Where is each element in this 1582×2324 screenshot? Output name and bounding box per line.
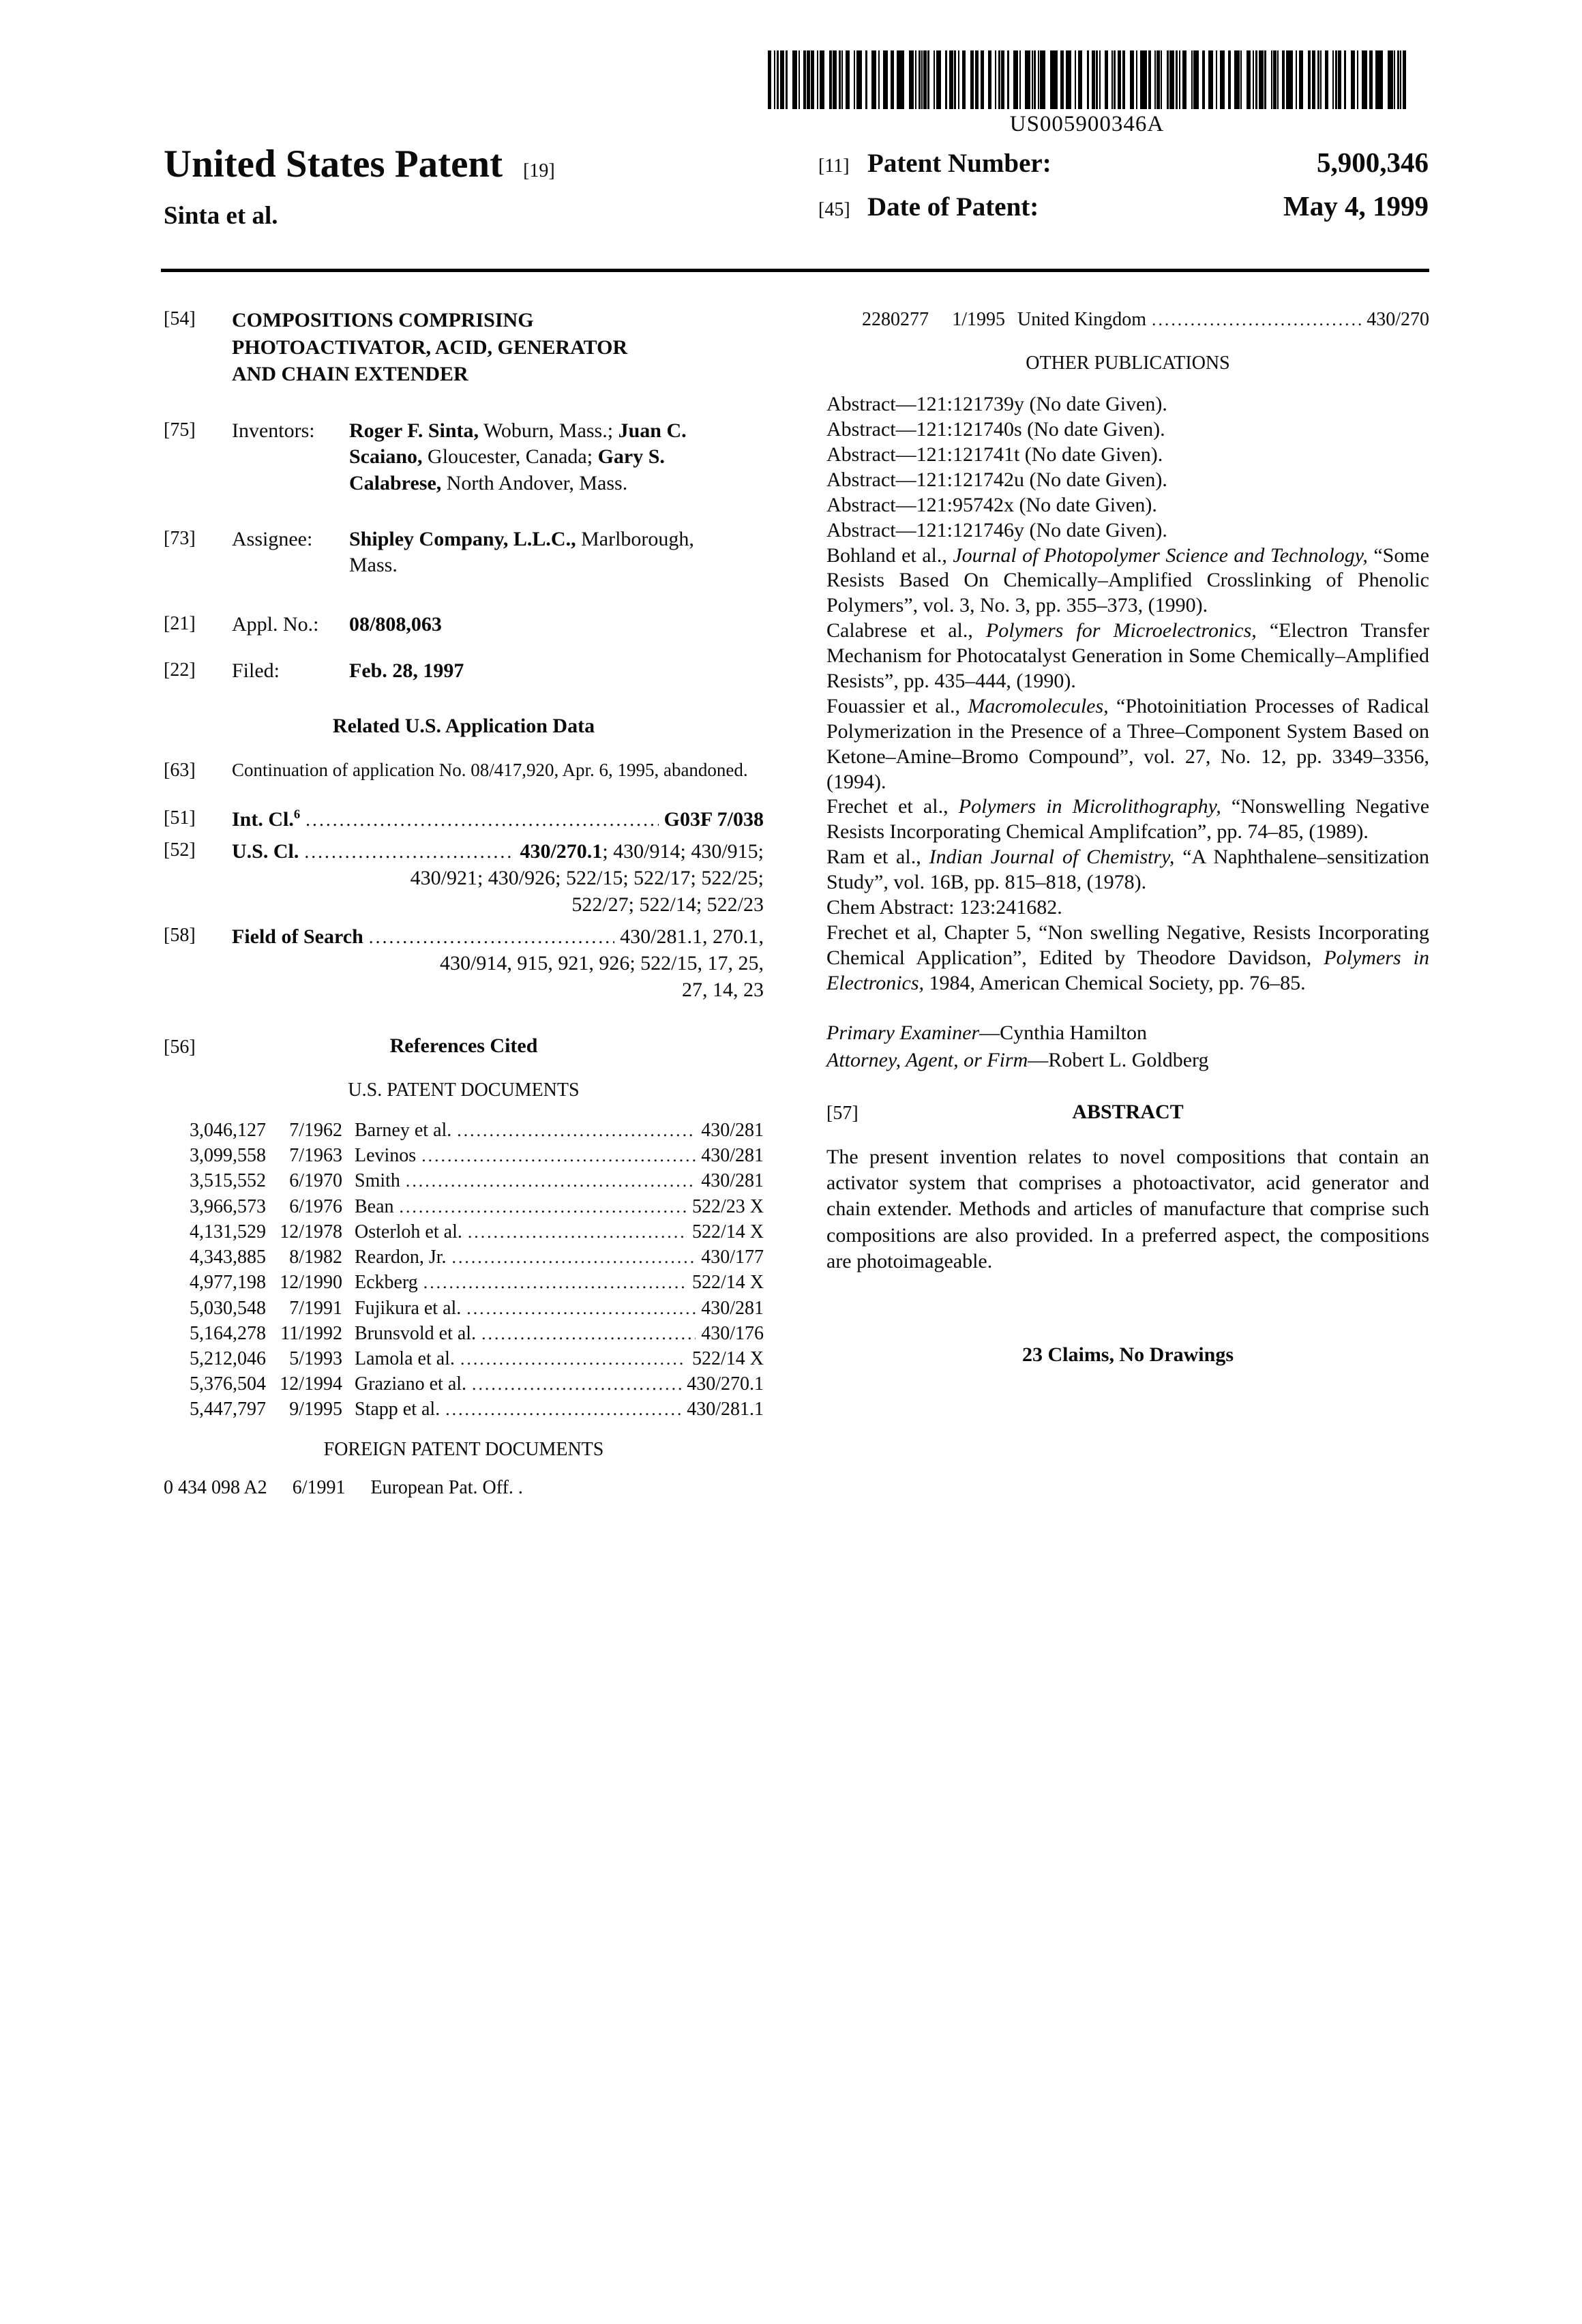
references-cited-heading: [56] References Cited (164, 1034, 538, 1058)
patent-number-cell: 5,212,046 (190, 1348, 266, 1370)
assignee-field (164, 526, 764, 579)
us-patent-table (164, 1118, 764, 1422)
patent-date-cell: 12/1978 (280, 1221, 342, 1242)
field-73-tag: [73] (164, 527, 196, 549)
publication-item (826, 417, 1429, 443)
dot-leader (305, 806, 658, 833)
patent-number-cell: 4,343,885 (190, 1247, 266, 1268)
dot-leader (460, 1346, 687, 1371)
patent-date-cell: 8/1982 (289, 1247, 342, 1268)
left-column (164, 307, 764, 1499)
dot-leader (466, 1296, 696, 1321)
publication-item (826, 493, 1429, 518)
patent-class-cell: 430/177 (701, 1247, 764, 1268)
us-patent-documents-heading: U.S. PATENT DOCUMENTS (348, 1079, 580, 1101)
dot-leader (472, 1371, 681, 1397)
publication-pre: Fouassier et al., (826, 694, 968, 717)
inventors-names: Roger F. Sinta, Woburn, Mass.; Juan C. Scaiano, Gloucester, Canada; Gary S. Calabrese, North Andover, Mass. (349, 419, 687, 494)
patent-date-label: Date of Patent: (867, 192, 1039, 222)
patent-date-cell: 7/1963 (289, 1145, 342, 1167)
patent-row (164, 1346, 764, 1371)
patent-name-cell: Barney et al. (355, 1119, 452, 1141)
patent-date-cell: 12/1990 (280, 1272, 342, 1294)
publication-pre: Chem Abstract: 123:241682. (826, 896, 1062, 919)
dot-leader (421, 1143, 696, 1168)
int-cl-field (164, 806, 764, 833)
field-75-tag: [75] (164, 419, 196, 441)
patent-date-cell: 11/1992 (280, 1322, 342, 1344)
claims-line: 23 Claims, No Drawings (1021, 1343, 1234, 1366)
publication-rest: “Nonswelling Negative Resists Incorporating Chemical Amplifcation”, pp. 74–85, (1989). (826, 795, 1430, 844)
field-of-search (164, 923, 764, 1003)
field-of-search-label: Field of Search (232, 925, 363, 948)
dot-leader (1152, 307, 1361, 332)
primary-examiner-line: Primary Examiner—Cynthia Hamilton (826, 1021, 1147, 1044)
barcode-block (768, 50, 1406, 137)
patent-row (164, 1321, 764, 1346)
us-cl-continuation: 522/27; 522/14; 522/23 (571, 893, 764, 916)
filed-value: Feb. 28, 1997 (349, 659, 464, 683)
field-54-tag: [54] (164, 308, 196, 329)
patent-row (164, 1219, 764, 1245)
patent-row (164, 1168, 764, 1193)
assignee-label: Assignee: (232, 527, 313, 550)
publication-journal: Indian Journal of Chemistry, (929, 846, 1175, 869)
patent-class-cell: 522/14 X (692, 1272, 764, 1294)
publication-journal: Polymers in Microlithography, (958, 795, 1221, 818)
patent-number-row (818, 146, 1429, 179)
foreign-patent-row (164, 1477, 764, 1499)
patent-number-cell: 3,046,127 (190, 1119, 266, 1141)
invention-title: COMPOSITIONS COMPRISING PHOTOACTIVATOR, ACID, GENERATOR AND CHAIN EXTENDER (232, 309, 628, 386)
filed-field (164, 658, 764, 684)
publication-pre: Frechet et al., (826, 795, 959, 818)
field-of-search-continuation: 430/914, 915, 921, 926; 522/15, 17, 25, (439, 951, 764, 974)
foreign-number-cell: 2280277 (862, 309, 929, 330)
foreign-date-cell: 1/1995 (952, 309, 1005, 330)
patent-number-tag: [11] (818, 155, 850, 177)
header-left (164, 142, 555, 233)
publication-pre: Bohland et al., (826, 543, 953, 567)
patent-number-cell: 5,030,548 (190, 1297, 266, 1319)
patent-date-cell: 7/1991 (289, 1297, 342, 1319)
patent-number-cell: 5,164,278 (190, 1322, 266, 1344)
publications-list (826, 392, 1429, 996)
patent-date-cell: 6/1970 (289, 1170, 342, 1192)
foreign-patent-documents-heading: FOREIGN PATENT DOCUMENTS (323, 1438, 604, 1460)
patent-number-cell: 3,099,558 (190, 1145, 266, 1167)
publication-item (826, 518, 1429, 543)
examiner-block (826, 1019, 1429, 1075)
int-cl-value: G03F 7/038 (663, 807, 764, 831)
patent-name-cell: Graziano et al. (355, 1373, 467, 1395)
publication-journal: Polymers in Electronics, (826, 946, 1429, 994)
publication-pre: Abstract—121:121742u (No date Given). (826, 468, 1167, 491)
patent-class-cell: 522/23 X (692, 1195, 764, 1217)
patent-name-cell: Levinos (355, 1145, 417, 1167)
us-cl-field (164, 838, 764, 918)
abstract-heading: [57] ABSTRACT (826, 1100, 1184, 1124)
body-columns (164, 307, 1429, 1499)
appl-no-field (164, 612, 764, 638)
publication-journal: Journal of Photopolymer Science and Technology, (953, 543, 1368, 567)
publication-pre: Calabrese et al., (826, 619, 986, 642)
patent-class-cell: 430/176 (701, 1322, 764, 1344)
patent-date-cell: 5/1993 (289, 1348, 342, 1370)
barcode-image (768, 50, 1406, 109)
foreign-date-cell: 6/1991 (292, 1476, 346, 1498)
field-52-tag: [52] (164, 839, 196, 861)
inventors-label: Inventors: (232, 419, 315, 442)
assignee-name: Shipley Company, L.L.C., Marlborough, Mass. (349, 527, 694, 577)
dot-leader (457, 1118, 696, 1143)
patent-row (164, 1397, 764, 1422)
patent-row (164, 1270, 764, 1295)
patent-class-cell: 522/14 X (692, 1221, 764, 1242)
patent-date-tag: [45] (818, 199, 850, 220)
publication-pre: Abstract—121:121746y (No date Given). (826, 518, 1167, 541)
field-63-tag: [63] (164, 759, 196, 781)
field-22-tag: [22] (164, 659, 196, 681)
us-cl-continuation: 430/921; 430/926; 522/15; 522/17; 522/25; (410, 866, 764, 889)
patent-name-cell: Lamola et al. (355, 1348, 455, 1370)
foreign-number-cell: 0 434 098 A2 (164, 1476, 267, 1498)
header-divider (161, 269, 1429, 272)
publication-item (826, 543, 1429, 619)
patent-name-cell: Eckberg (355, 1272, 418, 1294)
patent-date-cell: 9/1995 (289, 1399, 342, 1420)
publication-item (826, 694, 1429, 795)
header-right (818, 142, 1429, 233)
publication-journal: Polymers for Microelectronics, (985, 619, 1257, 642)
publication-rest: “Some Resists Based On Chemically–Amplified Crosslinking of Phenolic Polymers”, vol. 3, No. 3, pp. 355–373, (1990). (826, 543, 1429, 617)
patent-number-value: 5,900,346 (1317, 147, 1429, 178)
publication-pre: Abstract—121:121740s (No date Given). (826, 418, 1165, 441)
dot-leader (452, 1245, 696, 1270)
patent-name-cell: Bean (355, 1195, 394, 1217)
dot-leader (369, 923, 614, 950)
publication-item (826, 794, 1429, 845)
patent-date-cell: 12/1994 (280, 1373, 342, 1395)
field-of-search-continuation: 27, 14, 23 (682, 978, 764, 1001)
publication-item (826, 845, 1429, 895)
patent-row (164, 1118, 764, 1143)
publication-pre: Frechet et al, Chapter 5, “Non swelling Negative, Resists Incorporating Chemical Application”, Edited by Theodore Davidson, (826, 921, 1429, 969)
publication-item (826, 392, 1429, 417)
patent-class-cell: 430/281 (701, 1297, 764, 1319)
patent-class-cell: 430/281 (701, 1145, 764, 1167)
dot-leader (406, 1168, 696, 1193)
patent-name-cell: Reardon, Jr. (355, 1247, 447, 1268)
filed-label: Filed: (232, 659, 280, 683)
patent-class-cell: 430/281.1 (687, 1399, 764, 1420)
attorney-line: Attorney, Agent, or Firm—Robert L. Goldberg (826, 1049, 1209, 1072)
dot-leader (445, 1397, 681, 1422)
abstract-text: The present invention relates to novel compositions that contain an activator system that comprises a photoactivator, acid generator and chain extender. Methods and articles of manufacture that comprise such compositions are also provided. In a preferred aspect, the compositions are photoimageable. (826, 1145, 1429, 1273)
dot-leader (423, 1270, 687, 1295)
publication-item (826, 895, 1429, 921)
patent-row (164, 1296, 764, 1321)
patent-date-cell: 7/1962 (289, 1119, 342, 1141)
publication-item (826, 443, 1429, 468)
publication-rest: “Electron Transfer Mechanism for Photocatalyst Generation in Some Chemically–Amplified Resists”, pp. 435–444, (1990). (826, 619, 1429, 693)
patent-number-cell: 5,376,504 (190, 1373, 266, 1395)
appl-no-value: 08/808,063 (349, 612, 442, 636)
patent-row (164, 1245, 764, 1270)
right-column (826, 307, 1429, 1499)
dot-leader (468, 1219, 687, 1245)
field-58-tag: [58] (164, 924, 196, 946)
foreign-country-cell: United Kingdom (1017, 309, 1146, 330)
field-51-tag: [51] (164, 807, 196, 829)
patent-class-cell: 430/270.1 (687, 1373, 764, 1395)
barcode-number: US005900346A (1009, 112, 1165, 136)
patent-name-cell: Smith (355, 1170, 400, 1192)
patent-name-cell: Fujikura et al. (355, 1297, 462, 1319)
publication-journal: Macromolecules, (968, 694, 1109, 717)
patent-number-cell: 4,131,529 (190, 1221, 266, 1242)
patent-number-cell: 3,515,552 (190, 1170, 266, 1192)
publication-item (826, 468, 1429, 493)
continuation-field (164, 758, 764, 783)
publication-pre: Abstract—121:95742x (No date Given). (826, 493, 1157, 516)
continuation-text: Continuation of application No. 08/417,920, Apr. 6, 1995, abandoned. (232, 759, 748, 780)
foreign-patent-row-uk (826, 307, 1429, 332)
us-cl-value: 430/270.1; 430/914; 430/915; (520, 839, 764, 863)
header (164, 142, 1429, 233)
patent-number-cell: 3,966,573 (190, 1195, 266, 1217)
patent-date-value: May 4, 1999 (1283, 190, 1429, 222)
publication-rest: 1984, American Chemical Society, pp. 76–85. (924, 971, 1306, 994)
patent-number-cell: 5,447,797 (190, 1399, 266, 1420)
patent-row (164, 1143, 764, 1168)
patent-class-cell: 430/281 (701, 1119, 764, 1141)
kind-code-tag: [19] (523, 160, 555, 181)
publication-item (826, 619, 1429, 694)
us-cl-label: U.S. Cl. (232, 839, 299, 863)
patent-row (164, 1371, 764, 1397)
patent-class-cell: 430/281 (701, 1170, 764, 1192)
publication-rest: “Photoinitiation Processes of Radical Polymerization in the Presence of a Three–Component System Based on Ketone–Amine–Bromo Compound”, vol. 27, No. 12, pp. 3349–3356, (1994). (826, 694, 1429, 793)
int-cl-label: Int. Cl.$^6$ (232, 807, 301, 831)
appl-no-label: Appl. No.: (232, 612, 319, 636)
foreign-country-cell: European Pat. Off. . (370, 1476, 523, 1498)
invention-title-field (164, 307, 764, 388)
field-57-tag: [57] (826, 1102, 859, 1124)
dot-leader (481, 1321, 696, 1346)
publication-pre: Ram et al., (826, 846, 929, 869)
field-56-tag: [56] (164, 1036, 196, 1058)
field-21-tag: [21] (164, 612, 196, 634)
page-title-text: United States Patent (164, 143, 503, 185)
patent-row (164, 1194, 764, 1219)
other-publications-heading: OTHER PUBLICATIONS (1026, 353, 1230, 374)
patent-number-label: Patent Number: (867, 149, 1051, 178)
patent-class-cell: 522/14 X (692, 1348, 764, 1370)
field-of-search-value: 430/281.1, 270.1, (620, 925, 764, 948)
dot-leader (304, 838, 514, 865)
patent-date-cell: 6/1976 (289, 1195, 342, 1217)
foreign-class-cell: 430/270 (1367, 309, 1429, 330)
page-title (164, 142, 555, 186)
patent-name-cell: Stapp et al. (355, 1399, 441, 1420)
patent-name-cell: Brunsvold et al. (355, 1322, 477, 1344)
publication-pre: Abstract—121:121739y (No date Given). (826, 393, 1167, 416)
patent-number-cell: 4,977,198 (190, 1272, 266, 1294)
related-application-heading: Related U.S. Application Data (332, 714, 595, 737)
inventors-field (164, 418, 764, 496)
publication-pre: Abstract—121:121741t (No date Given). (826, 443, 1163, 466)
patent-name-cell: Osterloh et al. (355, 1221, 462, 1242)
inventor-short-name: Sinta et al. (164, 202, 278, 230)
patent-date-row (818, 190, 1429, 222)
publication-item (826, 921, 1429, 996)
dot-leader (400, 1194, 687, 1219)
publication-rest: “A Naphthalene–sensitization Study”, vol. 16B, pp. 815–818, (1978). (826, 846, 1429, 894)
